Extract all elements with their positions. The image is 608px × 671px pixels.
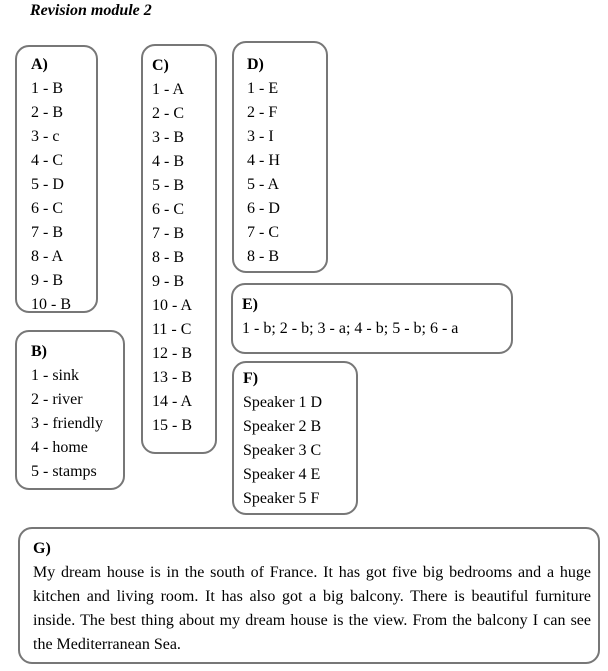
answer-item: Speaker 2 B: [243, 418, 322, 435]
section-f-heading: F): [243, 370, 259, 387]
answer-item: 4 - B: [152, 153, 184, 170]
answer-item: 8 - B: [152, 249, 184, 266]
answer-item: 11 - C: [152, 321, 192, 338]
answer-item: 8 - B: [247, 248, 279, 265]
answer-item: 5 - A: [247, 176, 279, 193]
answer-item: 2 - B: [31, 104, 63, 121]
answer-item: Speaker 3 C: [243, 442, 322, 459]
section-f-list: [243, 391, 356, 511]
section-c-list: [152, 78, 215, 438]
answer-item: 3 - c: [31, 128, 60, 145]
section-e-heading: E): [242, 296, 258, 313]
answer-item: 7 - C: [247, 224, 279, 241]
section-f-box: [232, 361, 358, 515]
section-d-list: [247, 77, 326, 269]
answer-item: 3 - friendly: [31, 415, 103, 432]
section-c-heading: C): [152, 57, 169, 74]
answer-item: Speaker 1 D: [243, 394, 323, 411]
answer-item: 4 - H: [247, 152, 280, 169]
section-c-box: [141, 44, 217, 454]
answer-item: 8 - A: [31, 248, 63, 265]
answer-item: 2 - C: [152, 105, 184, 122]
section-d-box: [232, 41, 328, 273]
section-b-box: [15, 330, 125, 490]
section-a-list: [31, 77, 96, 317]
answer-item: 10 - B: [31, 296, 71, 313]
answer-item: 5 - D: [31, 176, 64, 193]
section-g-heading: G): [33, 540, 51, 557]
answer-item: 10 - A: [152, 297, 192, 314]
answer-item: Speaker 4 E: [243, 466, 321, 483]
section-e-box: [231, 283, 513, 354]
answer-item: 15 - B: [152, 417, 192, 434]
answer-item: 13 - B: [152, 369, 192, 386]
answer-item: 5 - stamps: [31, 463, 97, 480]
section-e-answers: 1 - b; 2 - b; 3 - a; 4 - b; 5 - b; 6 - a: [242, 320, 459, 337]
answer-item: 14 - A: [152, 393, 192, 410]
answer-item: 12 - B: [152, 345, 192, 362]
answer-item: 9 - B: [152, 273, 184, 290]
answer-item: 3 - B: [152, 129, 184, 146]
section-a-box: [15, 45, 98, 313]
answer-item: 7 - B: [31, 224, 63, 241]
section-b-heading: B): [31, 343, 47, 360]
answer-item: 6 - D: [247, 200, 280, 217]
answer-item: 1 - B: [31, 80, 63, 97]
answer-item: 6 - C: [152, 201, 184, 218]
answer-item: 1 - E: [247, 80, 279, 97]
answer-item: 1 - A: [152, 81, 184, 98]
answer-item: 6 - C: [31, 200, 63, 217]
answer-item: 4 - C: [31, 152, 63, 169]
answer-item: 1 - sink: [31, 367, 79, 384]
answer-item: 2 - river: [31, 391, 83, 408]
section-d-heading: D): [247, 56, 264, 73]
answer-item: 9 - B: [31, 272, 63, 289]
section-g-box: [18, 527, 600, 664]
section-a-heading: A): [31, 56, 48, 73]
section-g-paragraph: My dream house is in the south of France. It has got five big bedrooms and a huge kitchen and living room. It has also got a big balcony. There is beautiful furniture inside. The best thing about my dream house is the view. From the balcony I can see the Mediterranean Sea.: [33, 564, 591, 653]
answer-item: 5 - B: [152, 177, 184, 194]
answer-item: 4 - home: [31, 439, 88, 456]
answer-item: 7 - B: [152, 225, 184, 242]
answer-item: Speaker 5 F: [243, 490, 320, 507]
section-b-list: [31, 364, 123, 484]
page-title: Revision module 2: [30, 2, 152, 19]
answer-item: 2 - F: [247, 104, 278, 121]
answer-item: 3 - I: [247, 128, 274, 145]
